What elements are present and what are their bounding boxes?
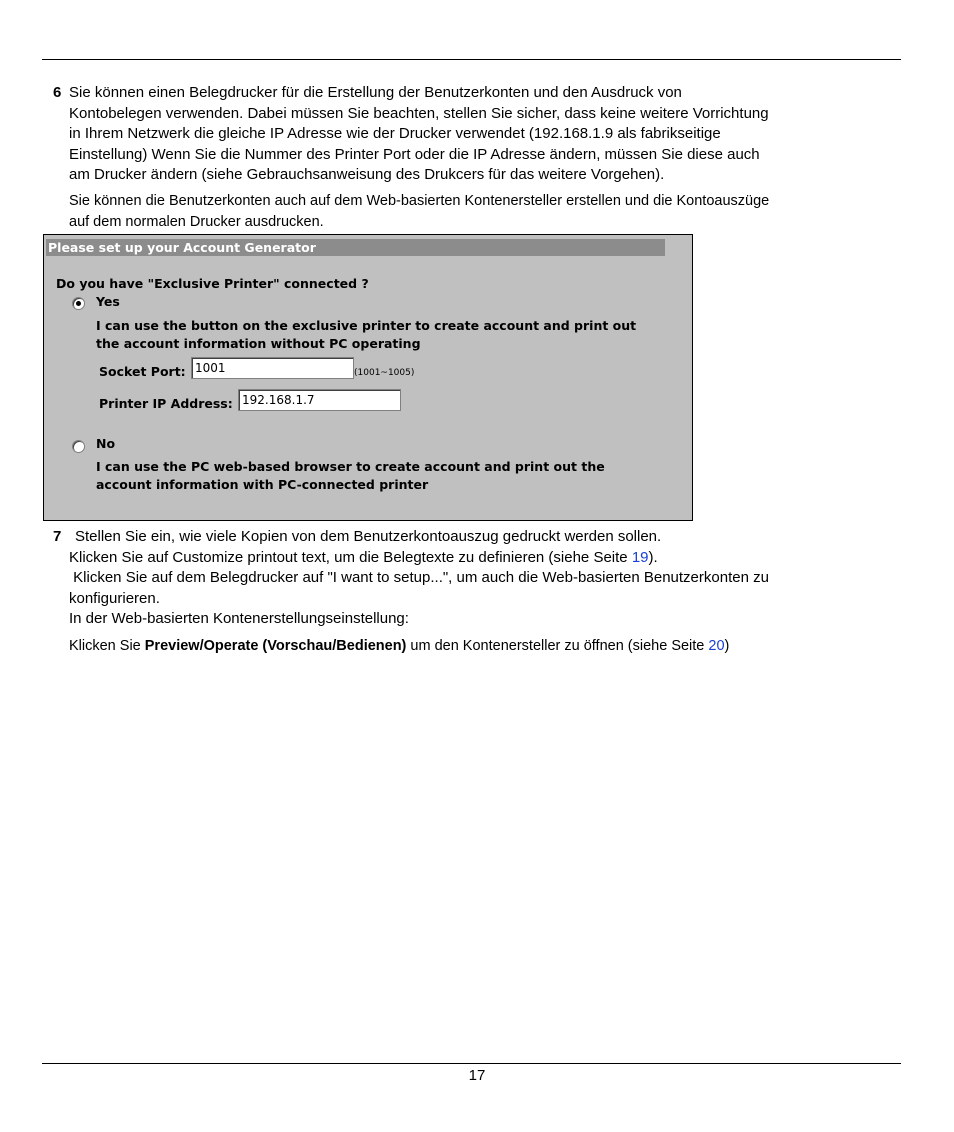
step-7-line: In der Web-basierten Kontenerstellungseinstellung: [69,610,409,627]
socket-port-input[interactable]: 1001 [191,357,354,379]
printer-question: Do you have "Exclusive Printer" connected ? [56,276,369,291]
step-number-7: 7 [53,528,62,545]
step-7-line: konfigurieren. [69,589,160,607]
yes-description: the account information without PC operating [96,336,421,351]
printer-ip-label: Printer IP Address: [99,396,233,411]
footer-rule [42,1063,901,1064]
step-6-line: Kontobelegen verwenden. Dabei müssen Sie beachten, stellen Sie sicher, dass keine weitere Vorrichtung [69,104,769,122]
step-7-text: ). [648,548,658,566]
step-6-line: in Ihrem Netzwerk die gleiche IP Adresse wie der Drucker verwendet (192.168.1.9 als fabrikseitige [69,125,721,142]
socket-port-range-hint: (1001~1005) [354,368,415,378]
screenshot-title-bar: Please set up your Account Generator [46,239,665,256]
preview-operate-label: Preview/Operate (Vorschau/Bedienen) [144,638,407,654]
page-20-link[interactable]: 20 [708,638,725,654]
step-7-text: Klicken Sie auf Customize printout text, um die Belegtexte zu definieren (siehe Seite [69,548,632,566]
step-7-line: Klicken Sie auf dem Belegdrucker auf "I want to setup...", um auch die Web-basierten Benutzerkonten zu [69,569,769,586]
no-radio[interactable] [72,440,85,453]
page-19-link[interactable]: 19 [631,548,649,566]
step-number-6: 6 [53,84,62,101]
step-6-line: am Drucker ändern (siehe Gebrauchsanweisung des Drukcers für das weitere Vorgehen). [69,166,665,183]
step-6-note-line: auf dem normalen Drucker ausdrucken. [69,213,324,230]
step-6-line: Einstellung) Wenn Sie die Nummer des Printer Port oder die IP Adresse ändern, müssen Sie diese auch [69,145,760,163]
step-7-line: Stellen Sie ein, wie viele Kopien von dem Benutzerkontoauszug gedruckt werden sollen. [75,528,662,545]
step-7-line [69,548,658,569]
step-7-line [69,636,729,657]
step-6-note-line: Sie können die Benutzerkonten auch auf dem Web-basierten Kontenersteller erstellen und die Kontoauszüge [69,193,770,209]
header-rule [42,59,901,60]
step-7-text: ) [724,638,730,654]
yes-radio[interactable] [72,297,85,310]
printer-ip-input[interactable]: 192.168.1.7 [238,389,401,411]
yes-label: Yes [96,294,120,309]
account-generator-screenshot [43,234,693,521]
page-number: 17 [468,1067,486,1084]
step-7-text: Klicken Sie [69,638,145,654]
socket-port-label: Socket Port: [99,364,186,379]
no-description: I can use the PC web-based browser to create account and print out the [96,459,605,474]
yes-description: I can use the button on the exclusive printer to create account and print out [96,318,637,333]
no-label: No [96,436,116,451]
step-6-line: Sie können einen Belegdrucker für die Erstellung der Benutzerkonten und den Ausdruck von [69,84,682,101]
step-7-text: um den Kontenersteller zu öffnen (siehe Seite [406,638,709,654]
no-description: account information with PC-connected printer [96,477,429,492]
radio-selected-dot [76,301,81,306]
